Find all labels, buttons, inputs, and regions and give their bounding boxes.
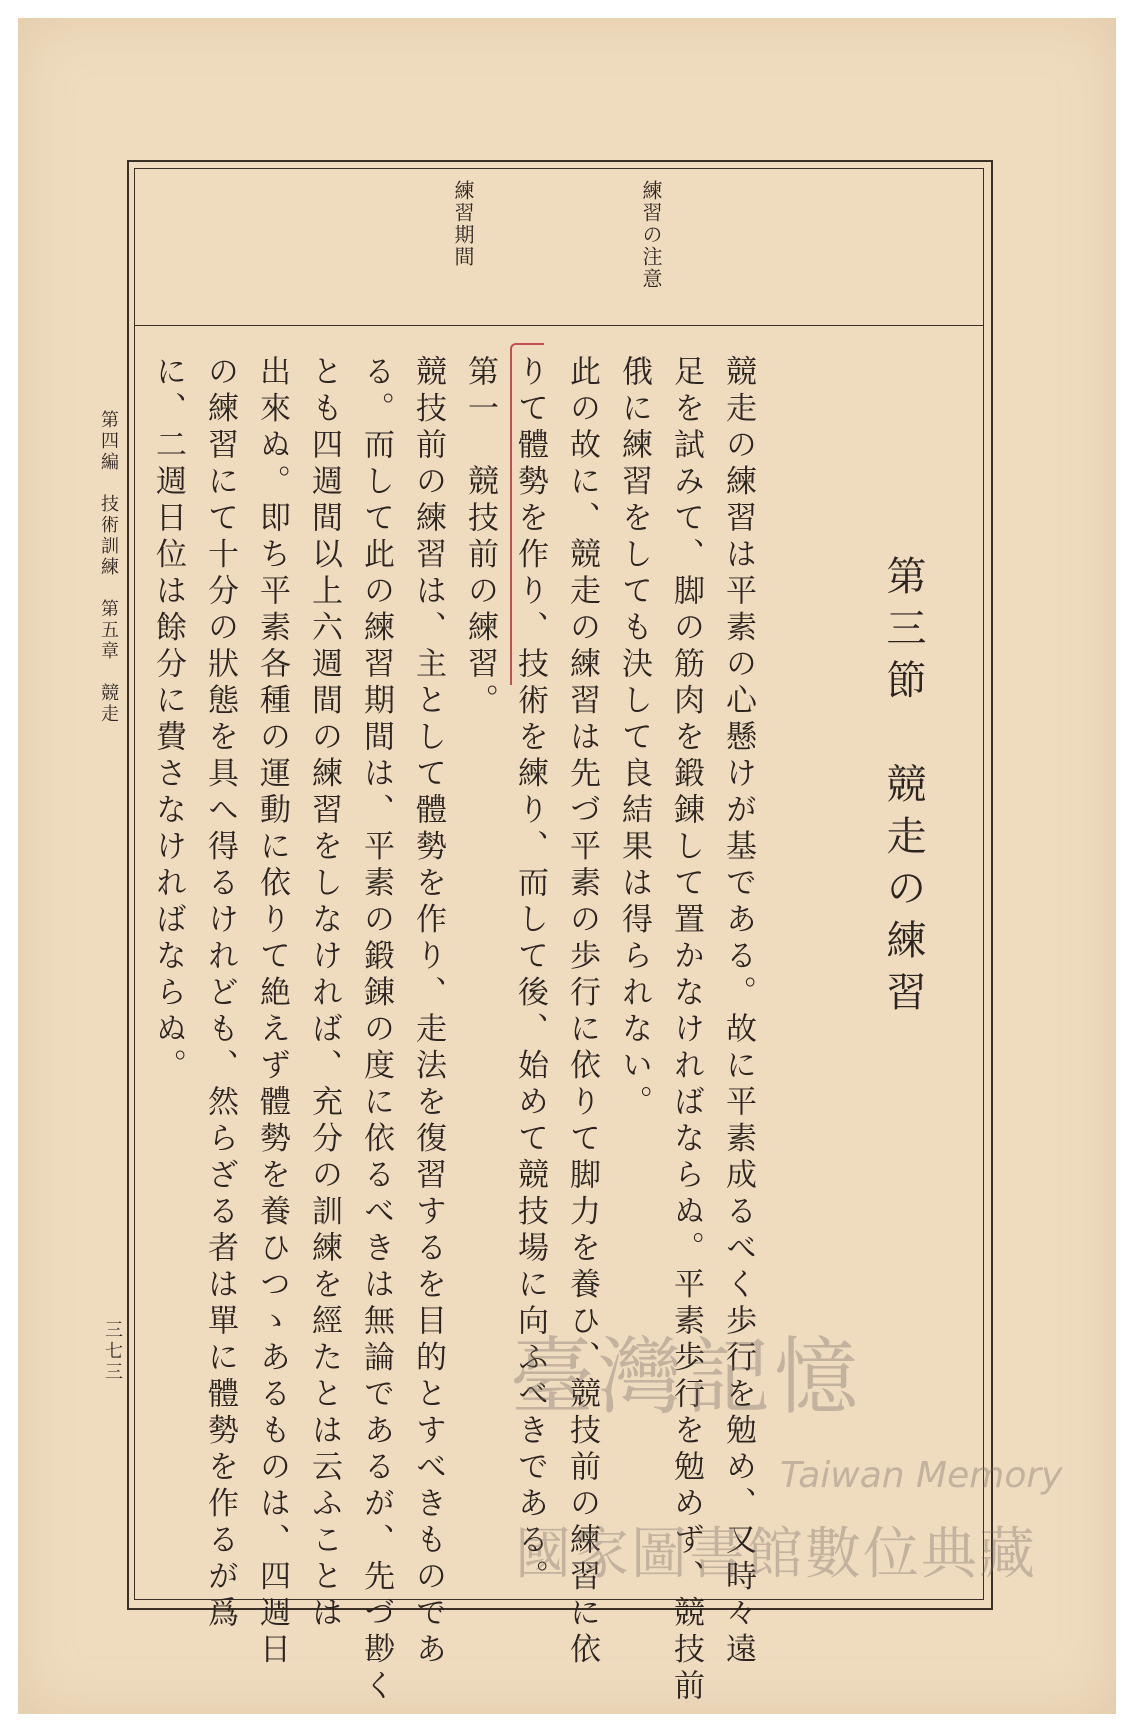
watermark-logo: 臺灣記憶 [510,1328,863,1426]
watermark-english: Taiwan Memory [780,1455,1063,1496]
body-column: に、二週日位は餘分に費さなければならぬ。 [150,355,186,1085]
header-rule [134,325,983,326]
body-column: 競走の練習は平素の心懸けが基である。故に平素成るべく歩行を勉め、又時々遠 [720,355,756,1669]
marginal-note-2: 練習期間 [451,180,475,268]
section-title: 第三節 競走の練習 [880,555,926,1023]
body-column: 競技前の練習は、主として體勢を作り、走法を復習するを目的とすべきものであ [410,355,446,1669]
red-annotation-bracket [510,343,544,685]
body-column: 俄に練習をしても決して良結果は得られない。 [616,355,652,1122]
subsection-heading: 第一 競技前の練習。 [462,355,498,720]
body-column: る。而して此の練習期間は、平素の鍛錬の度に依るべきは無論であるが、先づ尠く [358,355,394,1706]
page-number: 三七三 [102,1320,123,1383]
watermark-subtitle: 國家圖書館數位典藏 [515,1522,1037,1587]
marginal-note-1: 練習の注意 [639,180,663,290]
body-column: の練習にて十分の狀態を具へ得るけれども、然らざる者は單に體勢を作るが爲 [202,355,238,1633]
body-column: 足を試みて、脚の筋肉を鍛錬して置かなければならぬ。平素歩行を勉めず、競技前 [668,355,704,1706]
body-column: 出來ぬ。即ち平素各種の運動に依りて絶えず體勢を養ひつゝあるものは、四週日 [254,355,290,1669]
body-column: とも四週間以上六週間の練習をしなければ、充分の訓練を經たとは云ふことは [306,355,342,1633]
running-footer: 第四編 技術訓練 第五章 競走 [98,410,119,725]
body-column: 此の故に、競走の練習は先づ平素の歩行に依りて脚力を養ひ、競技前の練習に依 [564,355,600,1669]
body-column: りて體勢を作り、技術を練り、而して後、始めて競技場に向ふべきである。 [512,355,548,1596]
